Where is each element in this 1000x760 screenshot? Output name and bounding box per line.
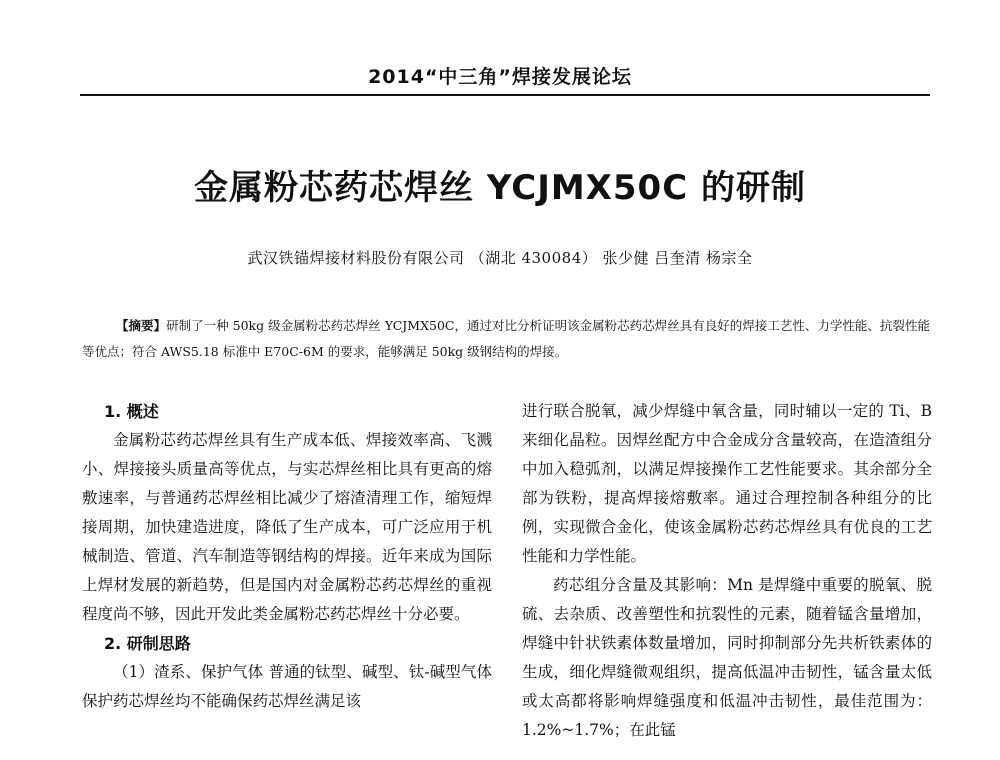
journal-header: 2014“中三角”焊接发展论坛 <box>368 66 632 88</box>
section-heading-approach: 2. 研制思路 <box>104 634 191 653</box>
overview-paragraph: 金属粉芯药芯焊丝具有生产成本低、焊接效率高、飞溅小、焊接接头质量高等优点，与实芯焊丝相比具有更高的熔敷速率，与普通药芯焊丝相比减少了熔渣清理工作，缩短焊接周期，加快建造进度，降低了生产成本，可广泛应用于机械制造、管道、汽车制造等钢结构的焊接。近年来成为国际上焊材发展的新趋势，但是国内对金属粉芯药芯焊丝的重视程度尚不够，因此开发此类金属粉芯药芯焊丝十分必要。 <box>82 431 492 623</box>
section-heading-overview: 1. 概述 <box>104 402 159 421</box>
abstract-label: 【摘要】 <box>116 318 167 333</box>
right-paragraph-2: 药芯组分含量及其影响：Mn 是焊缝中重要的脱氧、脱硫、去杂质、改善塑性和抗裂性的元素，随着锰含量增加，焊缝中针状铁素体数量增加，同时抑制部分先共析铁素体的生成，细化焊缝微观组织，提高低温冲击韧性，锰含量太低或太高都将影响焊缝强度和低温冲击韧性，最佳范围为：1.2%~1.7%；在此锰 <box>522 576 932 739</box>
header-rule <box>80 94 930 96</box>
left-column <box>82 397 492 716</box>
approach-paragraph: （1）渣系、保护气体 普通的钛型、碱型、钛-碱型气体保护药芯焊丝均不能确保药芯焊丝满足该 <box>82 663 492 710</box>
paper-title: 金属粉芯药芯焊丝 YCJMX50C 的研制 <box>194 168 806 208</box>
abstract-text: 研制了一种 50kg 级金属粉芯药芯焊丝 YCJMX50C，通过对比分析证明该金属粉芯药芯焊丝具有良好的焊接工艺性、力学性能、抗裂性能等优点；符合 AWS5.18 标准中 E70C-6M 的要求，能够满足 50kg 级钢结构的焊接。 <box>82 318 930 359</box>
paper-authors: 武汉铁锚焊接材料股份有限公司 （湖北 430084） 张少健 吕奎清 杨宗全 <box>247 249 753 267</box>
right-column <box>522 397 932 745</box>
right-paragraph-1: 进行联合脱氧，减少焊缝中氧含量，同时辅以一定的 Ti、B 来细化晶粒。因焊丝配方中合金成分含量较高，在造渣组分中加入稳弧剂，以满足焊接操作工艺性能要求。其余部分全部为铁粉，提高焊接熔敷率。通过合理控制各种组分的比例，实现微合金化，使该金属粉芯药芯焊丝具有优良的工艺性能和力学性能。 <box>522 402 932 565</box>
abstract <box>82 313 930 365</box>
